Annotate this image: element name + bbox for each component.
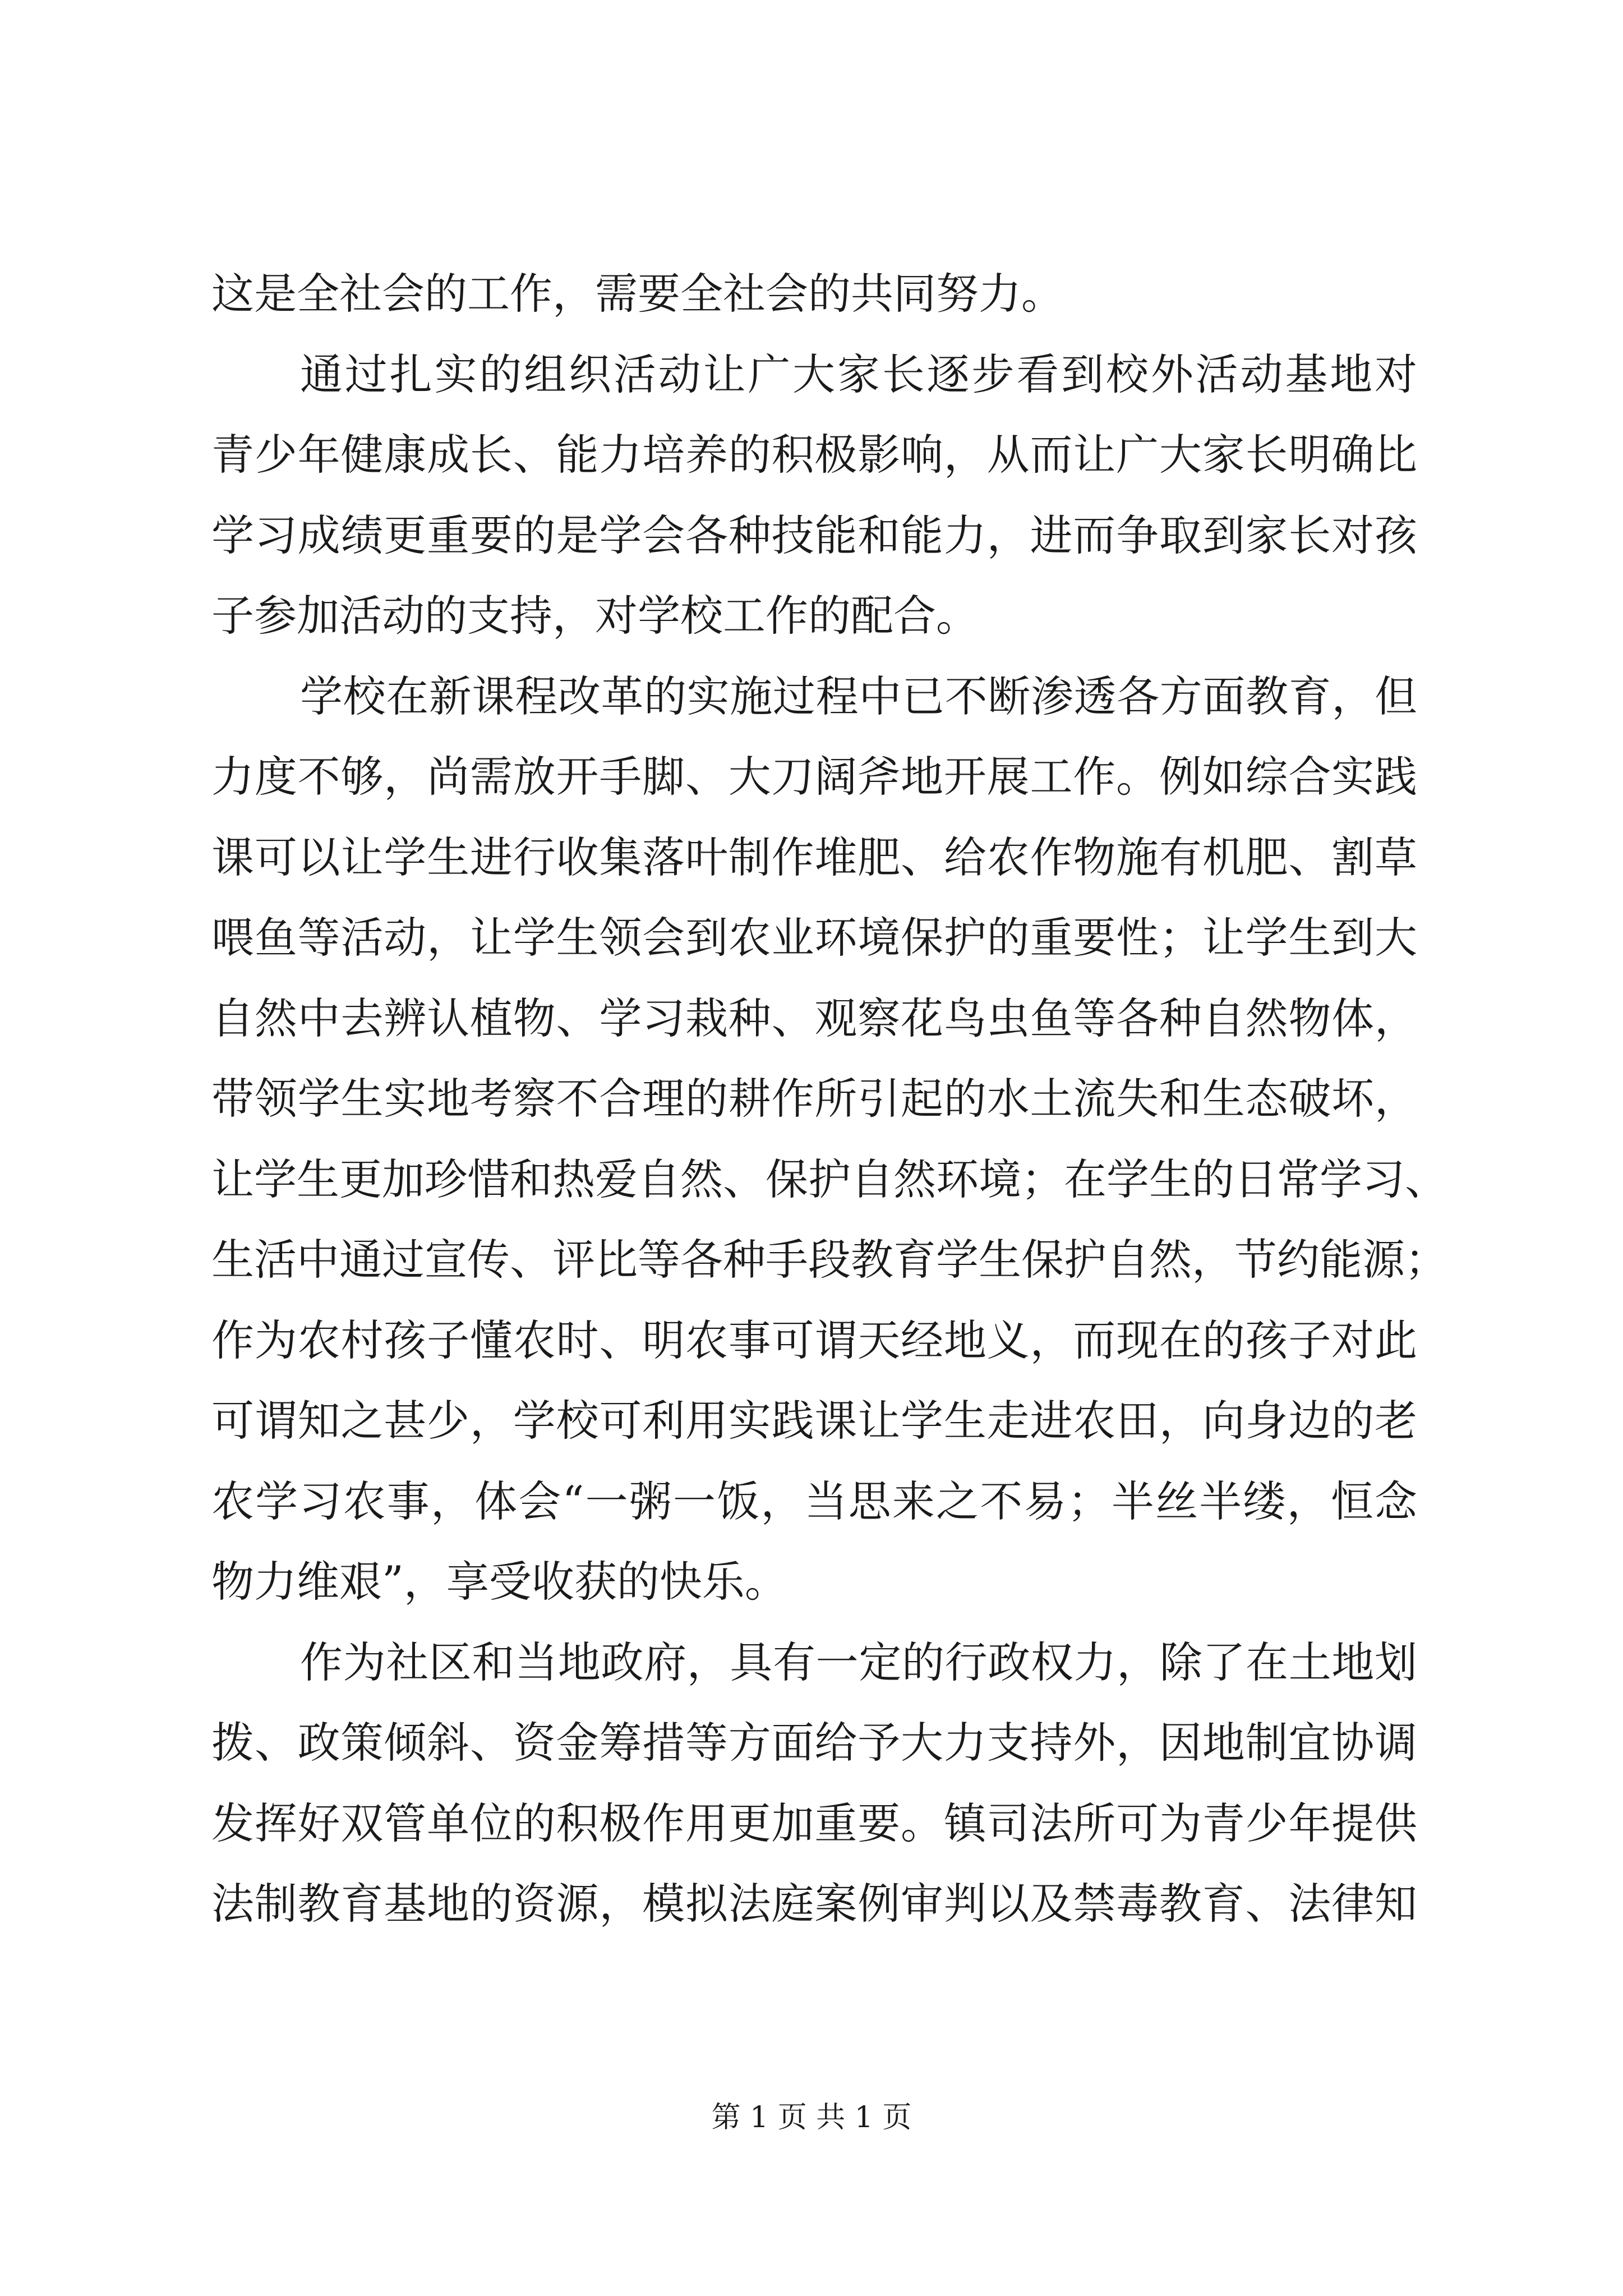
page-number-label: 第 1 页 共 1 页 — [711, 2101, 912, 2134]
paragraph-line: 作为农村孩子懂农时、明农事可谓天经地义，而现在的孩子对此 — [211, 1315, 1417, 1365]
paragraph-line: 这是全社会的工作，需要全社会的共同努力。 — [211, 269, 1064, 319]
paragraph-line: 法制教育基地的资源，模拟法庭案例审判以及禁毒教育、法律知 — [211, 1879, 1417, 1929]
paragraph-line: 学校在新课程改革的实施过程中已不断渗透各方面教育，但 — [300, 671, 1417, 721]
paragraph-line: 生活中通过宣传、评比等各种手段教育学生保护自然，节约能源； — [211, 1235, 1447, 1285]
paragraph-line: 让学生更加珍惜和热爱自然、保护自然环境；在学生的日常学习、 — [211, 1154, 1447, 1204]
paragraph-line: 学习成绩更重要的是学会各种技能和能力，进而争取到家长对孩 — [211, 510, 1417, 560]
paragraph-line: 可谓知之甚少，学校可利用实践课让学生走进农田，向身边的老 — [211, 1396, 1417, 1446]
paragraph-line: 喂鱼等活动，让学生领会到农业环境保护的重要性；让学生到大 — [211, 913, 1417, 963]
paragraph-line: 自然中去辨认植物、学习栽种、观察花鸟虫鱼等各种自然物体， — [211, 993, 1417, 1043]
paragraph-line: 带领学生实地考察不合理的耕作所引起的水土流失和生态破坏， — [211, 1074, 1417, 1124]
page-footer — [0, 2098, 1623, 2137]
paragraph-line: 发挥好双管单位的积极作用更加重要。镇司法所可为青少年提供 — [211, 1798, 1417, 1848]
paragraph-line: 力度不够，尚需放开手脚、大刀阔斧地开展工作。例如综合实践 — [211, 752, 1417, 802]
paragraph-line: 拨、政策倾斜、资金筹措等方面给予大力支持外，因地制宜协调 — [211, 1718, 1417, 1768]
document-body — [211, 254, 1447, 1944]
paragraph-line: 通过扎实的组织活动让广大家长逐步看到校外活动基地对 — [300, 349, 1417, 399]
paragraph-line: 青少年健康成长、能力培养的积极影响，从而让广大家长明确比 — [211, 430, 1417, 480]
paragraph-line: 课可以让学生进行收集落叶制作堆肥、给农作物施有机肥、割草 — [211, 832, 1417, 882]
paragraph-line: 子参加活动的支持，对学校工作的配合。 — [211, 591, 979, 641]
paragraph-line: 物力维艰”，享受收获的快乐。 — [211, 1557, 787, 1607]
paragraph-line: 作为社区和当地政府，具有一定的行政权力，除了在土地划 — [300, 1637, 1417, 1687]
paragraph-line: 农学习农事，体会“一粥一饭，当思来之不易；半丝半缕，恒念 — [211, 1476, 1417, 1526]
